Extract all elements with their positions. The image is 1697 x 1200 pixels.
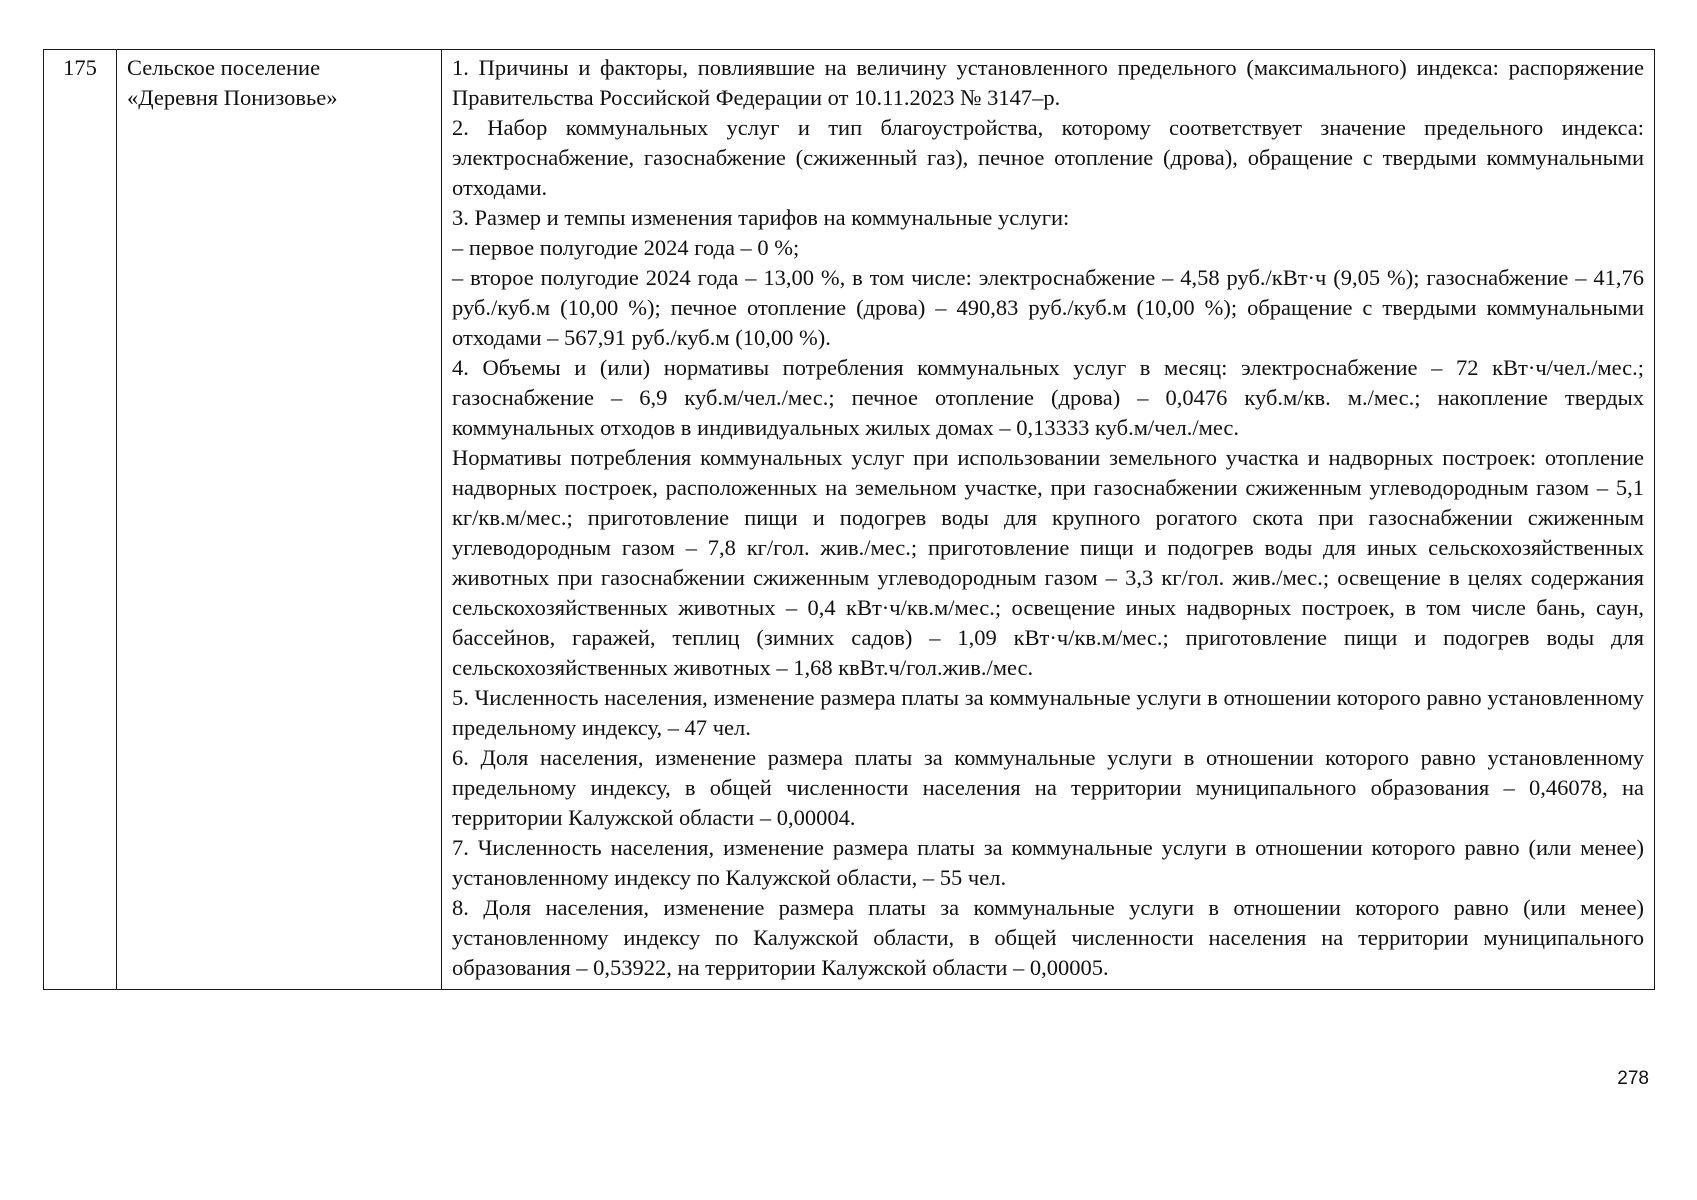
paragraph-3-second-half: – второе полугодие 2024 года – 13,00 %, в том числе: электроснабжение – 4,58 руб./кВт·ч (9,05 %); газоснабжение – 41,76 руб./куб.м (10,00 %); печное отопление (дрова) – 490,83 руб./куб.м (10,00 %); обращение с твердыми коммунальными отходами – 567,91 руб./куб.м (10,00 %). xyxy=(452,265,1644,350)
row-number-cell xyxy=(44,50,117,990)
paragraph-5-population: 5. Численность населения, изменение размера платы за коммунальные услуги в отношении которого равно установленному предельному индексу, – 47 чел. xyxy=(452,685,1644,740)
paragraph-2-services: 2. Набор коммунальных услуг и тип благоустройства, которому соответствует значение предельного индекса: электроснабжение, газоснабжение (сжиженный газ), печное отопление (дрова), обращение с твердыми коммунальными отходами. xyxy=(452,115,1644,200)
municipality-table xyxy=(43,49,1655,990)
paragraph-4-norms: 4. Объемы и (или) нормативы потребления коммунальных услуг в месяц: электроснабжение – 72 кВт·ч/чел./мес.; газоснабжение – 6,9 куб.м/чел./мес.; печное отопление (дрова) – 0,0476 куб.м/кв. м./мес.; накопление твердых коммунальных отходов в индивидуальных жилых домах – 0,13333 куб.м/чел./мес. xyxy=(452,355,1644,440)
paragraph-3-tariffs: 3. Размер и темпы изменения тарифов на коммунальные услуги: xyxy=(452,205,1070,230)
settlement-name-cell xyxy=(117,50,442,990)
paragraph-3-first-half: – первое полугодие 2024 года – 0 %; xyxy=(452,235,800,260)
settlement-type: Сельское поселение xyxy=(127,55,321,80)
details-cell xyxy=(442,50,1655,990)
page-number: 278 xyxy=(1617,1068,1649,1089)
paragraph-4-land-norms: Нормативы потребления коммунальных услуг при использовании земельного участка и надворных построек: отопление надворных построек, расположенных на земельном участке, при газоснабжении сжиженным углеводородным газом – 5,1 кг/кв.м/мес.; приготовление пищи и подогрев воды для крупного рогатого скота при газоснабжении сжиженным углеводородным газом – 7,8 кг/гол. жив./мес.; приготовление пищи и подогрев воды для иных сельскохозяйственных животных при газоснабжении сжиженным углеводородным газом – 3,3 кг/гол. жив./мес.; освещение в целях содержания сельскохозяйственных животных – 0,4 кВт·ч/кв.м/мес.; освещение иных надворных построек, в том числе бань, саун, бассейнов, гаражей, теплиц (зимних садов) – 1,09 кВт·ч/кв.м/мес.; приготовление пищи и подогрев воды для сельскохозяйственных животных – 1,68 квВт.ч/гол.жив./мес. xyxy=(452,445,1644,680)
row-number: 175 xyxy=(63,55,97,80)
paragraph-1-factors: 1. Причины и факторы, повлиявшие на величину установленного предельного (максимального) индекса: распоряжение Правительства Российской Федерации от 10.11.2023 № 3147–р. xyxy=(452,55,1644,110)
paragraph-6-population-share: 6. Доля населения, изменение размера платы за коммунальные услуги в отношении которого равно установленному предельному индексу, в общей численности населения на территории муниципального образования – 0,46078, на территории Калужской области – 0,00004. xyxy=(452,745,1644,830)
settlement-name: «Деревня Понизовье» xyxy=(127,85,338,110)
paragraph-8-population-share: 8. Доля населения, изменение размера платы за коммунальные услуги в отношении которого равно (или менее) установленному индексу по Калужской области, в общей численности населения на территории муниципального образования – 0,53922, на территории Калужской области – 0,00005. xyxy=(452,895,1644,980)
table-row xyxy=(44,50,1655,990)
paragraph-7-population: 7. Численность населения, изменение размера платы за коммунальные услуги в отношении которого равно (или менее) установленному индексу по Калужской области, – 55 чел. xyxy=(452,835,1644,890)
